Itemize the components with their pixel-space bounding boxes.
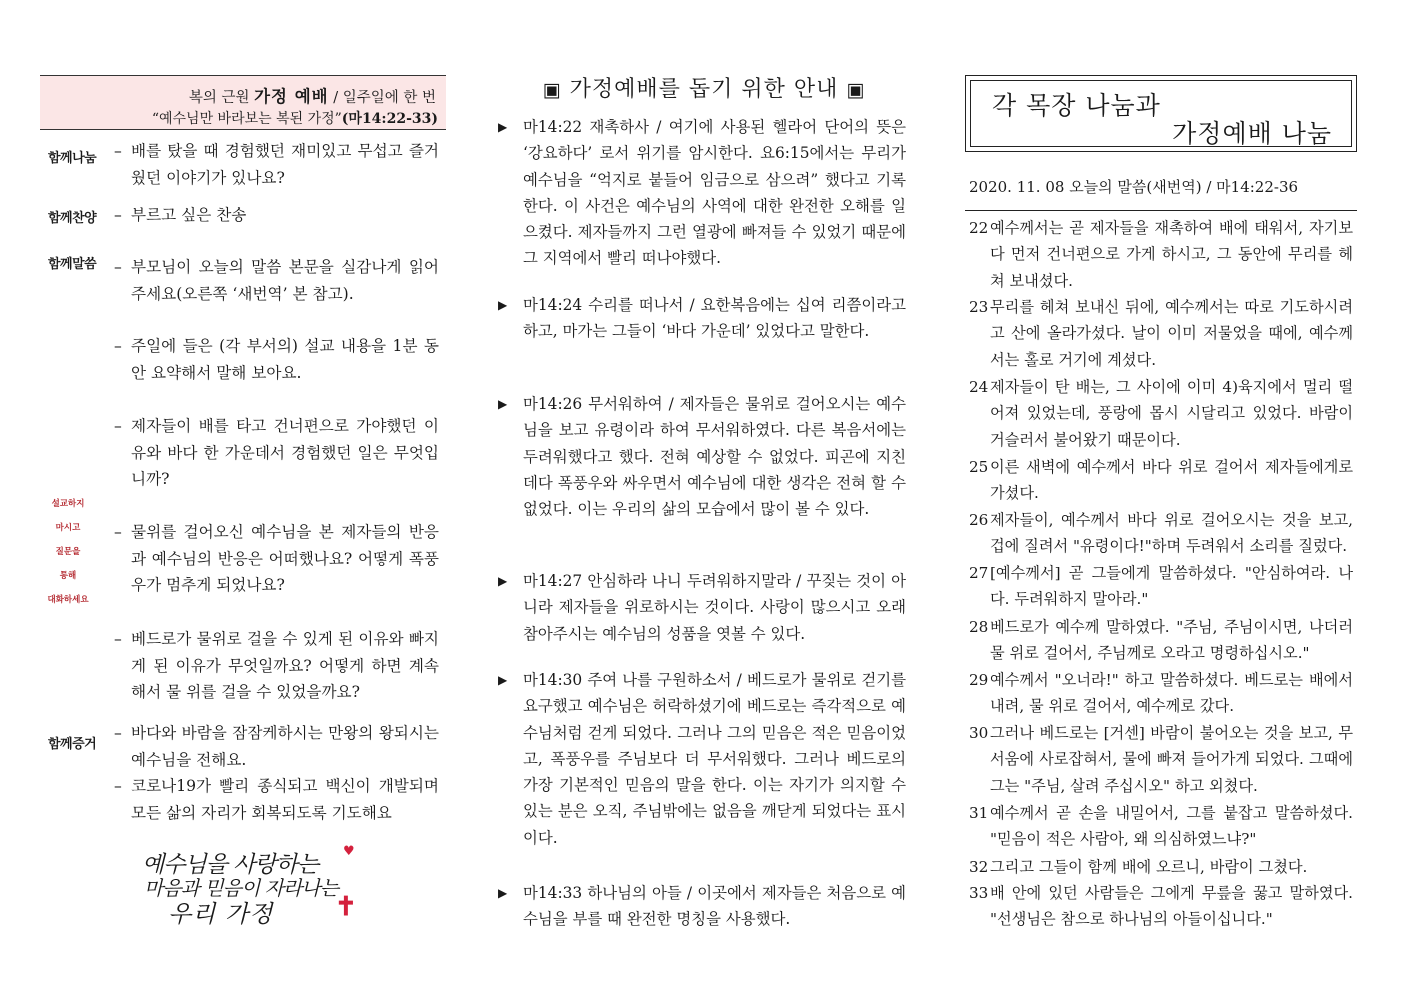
section-label-word: 함께말씀	[48, 257, 97, 272]
banner-suffix: / 일주일에 한 번	[333, 90, 436, 106]
word-item-5: – 베드로가 물위로 걸을 수 있게 된 이유와 빠지게 된 이유가 무엇일까요? 어떻게 하면 계속해서 물 위를 걸을 수 있었을까요?	[114, 630, 439, 701]
guide-paragraph-4: ▶ 마14:27 안심하라 나니 두려워하지말라 / 꾸짖는 것이 아니라 제자들을 위로하시는 것이다. 사랑이 많으시고 오래 참아주시는 예수님의 성품을 엿볼 수 있다.	[498, 568, 906, 647]
share-question: – 배를 탔을 때 경험했던 재미있고 무섭고 즐거웠던 이야기가 있나요?	[114, 142, 439, 187]
verse-32: 32 그리고 그들이 함께 배에 오르니, 바람이 그쳤다.	[969, 858, 1308, 876]
heart-icon: ♥	[343, 844, 355, 859]
scripture-date-line: 2020. 11. 08 오늘의 말씀(새번역) / 마14:22-36	[969, 178, 1299, 196]
cross-icon: ✝	[335, 892, 357, 922]
verse-25: 25 이른 새벽에 예수께서 바다 위로 걸어서 제자들에게로 가셨다.	[969, 458, 1353, 503]
guide-paragraph-6: ▶ 마14:33 하나님의 아들 / 이곳에서 제자들은 처음으로 예수님을 부를 때 완전한 명칭을 사용했다.	[498, 880, 906, 933]
arrow-icon: ▶	[498, 574, 508, 588]
arrow-icon: ▶	[498, 298, 508, 312]
section-label-share: 함께나눔	[48, 151, 97, 166]
verse-26: 26 제자들이, 예수께서 바다 위로 걸어오시는 것을 보고, 겁에 질려서 "유령이다!"하며 두려워서 소리를 질렀다.	[969, 511, 1353, 556]
witness-item-1: – 바다와 바람을 잠잠케하시는 만왕의 왕되시는 예수님을 전해요.	[114, 724, 439, 769]
word-item-4: – 물위를 걸어오신 예수님을 본 제자들의 반응과 예수님의 반응은 어떠했나요? 어떻게 폭풍우가 멈추게 되었나요?	[114, 523, 439, 594]
witness-item-2: – 코로나19가 빨리 종식되고 백신이 개발되며 모든 삶의 자리가 회복되도록 기도해요	[114, 777, 439, 822]
side-note: 설교하지 마시고 질문을 통해 대화하세요	[47, 499, 89, 605]
guide-title	[498, 72, 910, 103]
guide-title-text: 가정예배를 돕기 위한 안내	[569, 77, 839, 102]
worship-banner	[40, 75, 446, 130]
sharing-title-box	[965, 75, 1357, 152]
banner-theme: “예수님만 바라보는 복된 가정”	[151, 111, 342, 127]
praise-item: – 부르고 싶은 찬송	[114, 206, 247, 224]
word-item-1: – 부모님이 오늘의 말씀 본문을 실감나게 읽어주세요(오른쪽 ‘새번역’ 본 참고).	[114, 258, 439, 303]
banner-reference: (마14:22-33)	[341, 111, 438, 127]
sharing-title-line-1: 각 목장 나눔과	[992, 91, 1161, 120]
box-mark-icon: ▣	[542, 79, 562, 101]
verse-31: 31 예수께서 곧 손을 내밀어서, 그를 붙잡고 말씀하셨다. "믿음이 적은 사람아, 왜 의심하였느냐?"	[969, 804, 1353, 849]
verse-22: 22 예수께서는 곧 제자들을 재촉하여 배에 태워서, 자기보다 먼저 건너편으로 가게 하시고, 그 동안에 무리를 헤쳐 보내셨다.	[969, 219, 1353, 290]
verse-24: 24 제자들이 탄 배는, 그 사이에 이미 4)육지에서 멀리 떨어져 있었는데, 풍랑에 몹시 시달리고 있었다. 바람이 거슬러서 불어왔기 때문이다.	[969, 378, 1353, 449]
verse-28: 28 베드로가 예수께 말하였다. "주님, 주님이시면, 나더러 물 위로 걸어서, 주님께로 오라고 명령하십시오."	[969, 618, 1353, 663]
banner-line-1	[189, 83, 436, 107]
divider	[965, 210, 1357, 211]
section-label-witness: 함께증거	[48, 737, 97, 752]
banner-prefix: 복의 근원	[188, 90, 250, 106]
guide-paragraph-2: ▶ 마14:24 수리를 떠나서 / 요한복음에는 십여 리쯤이라고 하고, 마가는 그들이 ‘바다 가운데’ 있었다고 말한다.	[498, 292, 906, 345]
guide-paragraph-3: ▶ 마14:26 무서워하여 / 제자들은 물위로 걸어오시는 예수님을 보고 유령이라 하여 무서워하였다. 다른 복음서에는 두려워했다고 했다. 전혀 예상할 수 없었다. 피곤에 지친데다 폭풍우와 싸우면서 예수님에 대한 생각은 전혀 할 수 없었다. 이는 우리의 삶의 모습에서 많이 볼 수 있다.	[498, 391, 906, 522]
guide-paragraph-5: ▶ 마14:30 주여 나를 구원하소서 / 베드로가 물위로 걷기를 요구했고 예수님은 허락하셨기에 베드로는 즉각적으로 예수님처럼 걷게 되었다. 그러나 그의 믿음은 적은 믿음이었고, 폭풍우를 주님보다 더 무서워했다. 그러나 베드로의 가장 기본적인 믿음의 말을 한다. 이는 자기가 의지할 수 있는 분은 오직, 주님밖에는 없음을 깨닫게 되었다는 표시이다.	[498, 667, 906, 851]
arrow-icon: ▶	[498, 886, 508, 900]
word-item-2: – 주일에 들은 (각 부서의) 설교 내용을 1분 동안 요약해서 말해 보아요.	[114, 337, 439, 382]
guide-paragraph-1: ▶ 마14:22 재촉하사 / 여기에 사용된 헬라어 단어의 뜻은 ‘강요하다’ 로서 위기를 암시한다. 요6:15에서는 무리가 예수님을 “억지로 붙들어 임금으로 삼으려” 했다고 기록한다. 이 사건은 예수님의 사역에 대한 완전한 오해를 일으켰다. 제자들까지 그런 열광에 빠져들 수 있었기 때문에 그 지역에서 빨리 떠나야했다.	[498, 114, 906, 272]
box-mark-icon: ▣	[846, 79, 866, 101]
word-item-3: – 제자들이 배를 타고 건너편으로 가야했던 이유와 바다 한 가운데서 경험했던 일은 무엇입니까?	[114, 417, 439, 488]
arrow-icon: ▶	[498, 397, 508, 411]
sharing-title-line-2: 가정예배 나눔	[1172, 119, 1332, 148]
verse-23: 23 무리를 헤쳐 보내신 뒤에, 예수께서는 따로 기도하시려고 산에 올라가셨다. 날이 이미 저물었을 때에, 예수께서는 홀로 거기에 계셨다.	[969, 298, 1353, 369]
verse-30: 30 그러나 베드로는 [거센] 바람이 불어오는 것을 보고, 무서움에 사로잡혀서, 물에 빠져 들어가게 되었다. 그때에 그는 "주님, 살려 주십시오" 하고 외쳤다.	[969, 724, 1353, 795]
section-label-praise: 함께찬양	[48, 211, 97, 226]
arrow-icon: ▶	[498, 673, 508, 687]
verse-27: 27 [예수께서] 곧 그들에게 말씀하셨다. "안심하여라. 나다. 두려워하지 말아라."	[969, 564, 1353, 609]
banner-line-2	[152, 108, 438, 128]
verse-29: 29 예수께서 "오너라!" 하고 말씀하셨다. 베드로는 배에서 내려, 물 위로 걸어서, 예수께로 갔다.	[969, 671, 1353, 716]
banner-bold-title: 가정 예배	[254, 87, 329, 106]
arrow-icon: ▶	[498, 120, 508, 134]
calligraphy-logo: 예수님을 사랑하는 ♥ 마음과 믿음이 자라나는 우리 가정 ✝	[142, 844, 357, 928]
verse-33: 33 배 안에 있던 사람들은 그에게 무릎을 꿇고 말하였다. "선생님은 참으로 하나님의 아들이십니다."	[969, 884, 1353, 929]
